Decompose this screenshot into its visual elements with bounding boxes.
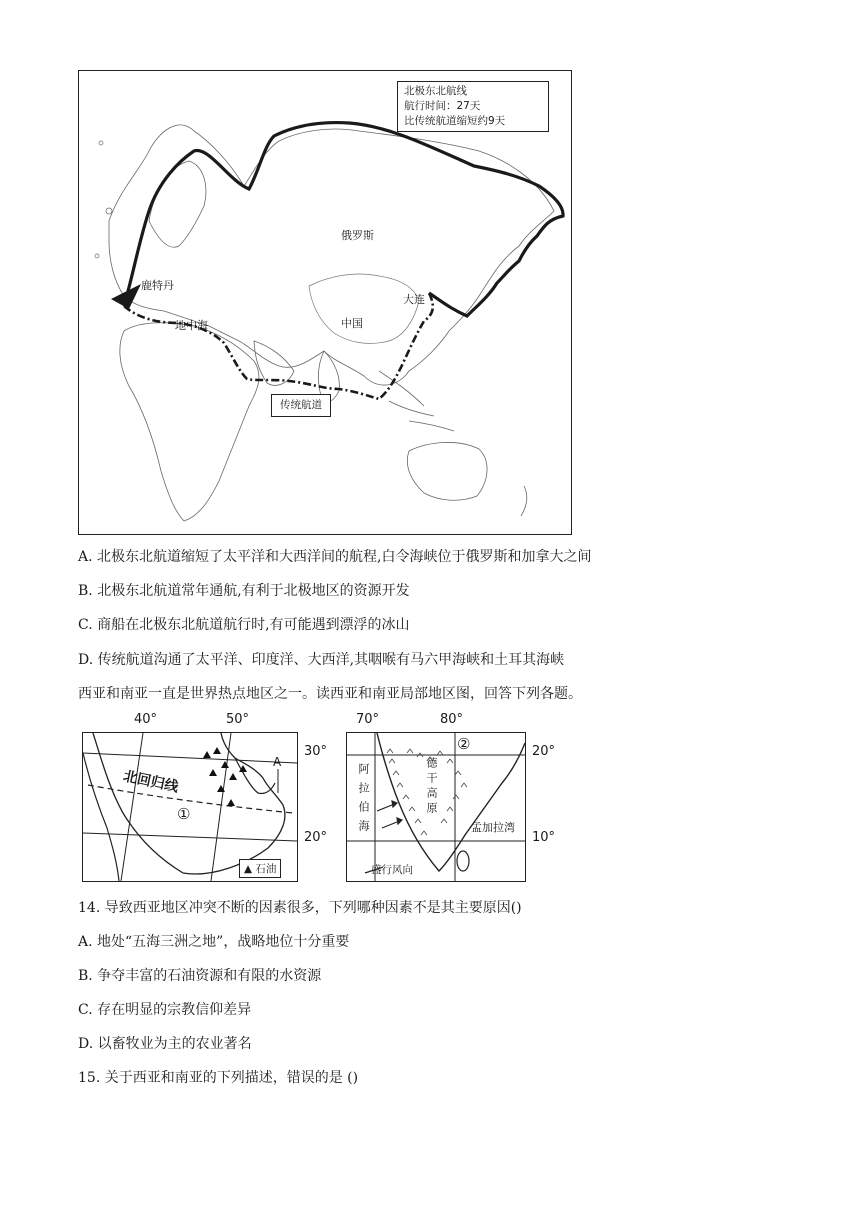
island-1 — [99, 141, 103, 145]
southeast-asia-outline — [379, 371, 454, 431]
eurasia-outline — [109, 125, 554, 385]
scandinavia-outline — [149, 161, 206, 247]
northeast-passage-callout — [397, 81, 549, 132]
oil-marker-1 — [203, 751, 211, 758]
arabia-coast — [93, 733, 285, 874]
parallel-20 — [83, 833, 297, 841]
africa-outline — [120, 323, 259, 521]
legend-wind — [349, 861, 417, 878]
marker-a: A — [273, 755, 282, 769]
q15-stem: 15. 关于西亚和南亚的下列描述，错误的是 () — [78, 1070, 359, 1086]
island-3 — [95, 254, 99, 258]
q13-option-d: D. 传统航道沟通了太平洋、印度洋、大西洋,其咽喉有马六甲海峡和土耳其海峡 — [78, 652, 565, 668]
red-sea-west-coast — [83, 753, 119, 881]
map-arctic-route-drawing — [79, 71, 571, 534]
q14-option-b: B. 争夺丰富的石油资源和有限的水资源 — [78, 968, 322, 984]
callout-time: 航行时间：27天 — [404, 100, 481, 112]
map-south-asia-wrapper — [346, 712, 596, 882]
label-deccan: 德干高原 — [425, 757, 438, 817]
q14-option-d: D. 以畜牧业为主的农业著名 — [78, 1036, 252, 1052]
q13-option-a: A. 北极东北航道缩短了太平洋和大西洋间的航程,白令海峡位于俄罗斯和加拿大之间 — [78, 549, 592, 565]
tropic-of-cancer — [88, 785, 293, 813]
tropic-label: 北回归线 — [121, 768, 180, 796]
meridian-50 — [211, 733, 231, 881]
lat-10-sa-label: 10° — [532, 830, 556, 845]
oil-marker-8 — [227, 799, 235, 806]
lon-40-label: 40° — [134, 712, 158, 727]
lon-80-label: 80° — [440, 712, 464, 727]
lat-30-label: 30° — [304, 744, 328, 759]
q13-option-c: C. 商船在北极东北航道航行时,有可能遇到漂浮的冰山 — [78, 617, 410, 633]
island-2 — [106, 208, 112, 214]
india-coast — [377, 733, 525, 871]
label-dalian: 大连 — [403, 293, 425, 306]
oil-marker-2 — [213, 747, 221, 754]
label-russia: 俄罗斯 — [341, 229, 374, 242]
sri-lanka — [457, 851, 469, 871]
map-south-asia — [346, 732, 526, 882]
marker-1: ① — [177, 805, 191, 823]
q14-option-c: C. 存在明显的宗教信仰差异 — [78, 1002, 252, 1018]
marker-2: ② — [457, 735, 471, 753]
map-arctic-route — [78, 70, 572, 535]
label-china: 中国 — [341, 317, 363, 330]
q13-option-b: B. 北极东北航道常年通航,有利于北极地区的资源开发 — [78, 583, 410, 599]
route-arrowhead — [111, 284, 141, 309]
map-west-asia-wrapper — [80, 712, 330, 882]
legend-wind-text: 盛行风向 — [371, 864, 413, 876]
callout-route-name: 北极东北航线 — [404, 85, 467, 97]
label-traditional-route: 传统航道 — [280, 399, 322, 411]
lat-20-sa-label: 20° — [532, 744, 556, 759]
oil-marker-5 — [229, 773, 237, 780]
label-rotterdam: 鹿特丹 — [141, 279, 174, 292]
map-west-asia — [82, 732, 298, 882]
oil-marker-4 — [209, 769, 217, 776]
china-border — [309, 274, 419, 343]
traditional-route-callout — [271, 394, 331, 417]
parallel-30 — [83, 753, 297, 763]
lat-20-label: 20° — [304, 830, 328, 845]
australia-outline — [407, 442, 487, 500]
q14-stem: 14. 导致西亚地区冲突不断的因素很多，下列哪种因素不是其主要原因() — [78, 900, 522, 916]
oil-marker-3 — [221, 761, 229, 768]
callout-saving: 比传统航道缩短约9天 — [404, 115, 506, 127]
monsoon-wind-arrows — [377, 801, 402, 828]
new-zealand-outline — [521, 486, 527, 516]
label-arabian-sea: 阿拉伯海 — [357, 763, 370, 839]
label-bay-of-bengal: 孟加拉湾 — [471, 821, 515, 834]
legend-oil — [239, 859, 281, 878]
lon-70-label: 70° — [356, 712, 380, 727]
legend-oil-text: ▲ 石油 — [244, 863, 277, 875]
northeast-passage-route — [124, 123, 563, 316]
lon-50-label: 50° — [226, 712, 250, 727]
q14-option-a: A. 地处“五海三洲之地”，战略地位十分重要 — [78, 934, 350, 950]
label-mediterranean: 地中海 — [175, 319, 208, 332]
section-intro: 西亚和南亚一直是世界热点地区之一。读西亚和南亚局部地区图，回答下列各题。 — [78, 686, 582, 702]
traditional-route — [124, 293, 433, 399]
